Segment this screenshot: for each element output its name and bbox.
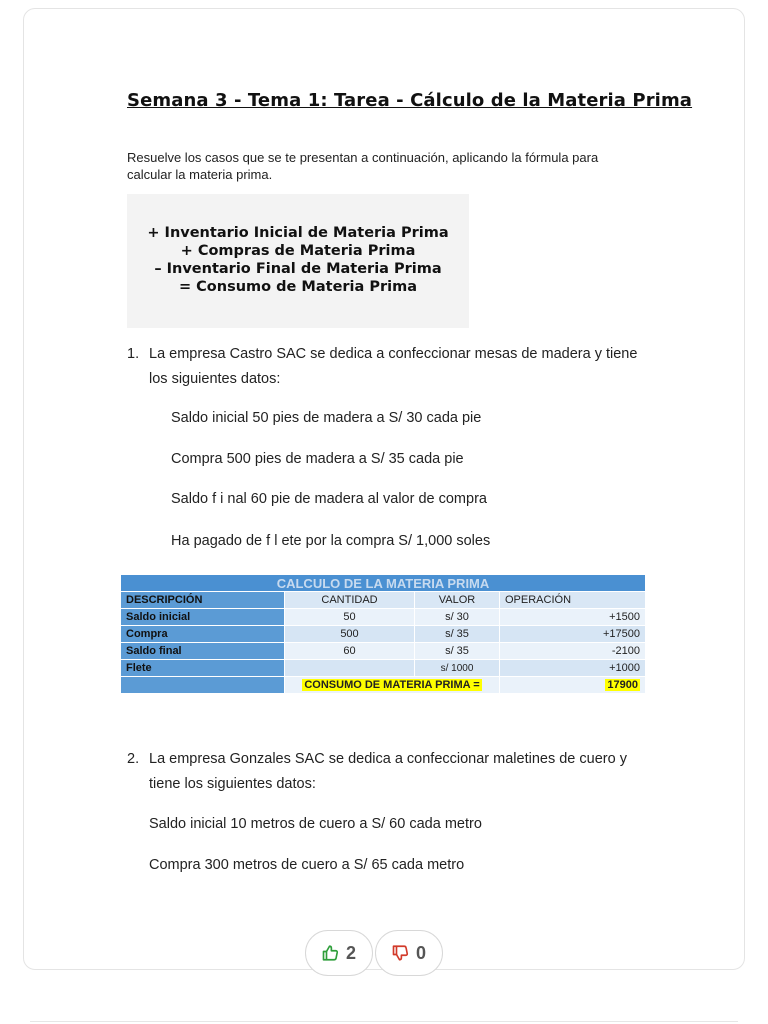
upvote-button[interactable]	[305, 930, 373, 976]
row-value: s/ 35	[415, 643, 500, 660]
table-row	[121, 643, 646, 660]
row-desc: Saldo final	[121, 643, 285, 660]
downvote-button[interactable]	[375, 930, 443, 976]
table-header-row	[121, 592, 646, 609]
case-2-line: Compra 300 metros de cuero a S/ 65 cada metro	[149, 857, 465, 873]
upvote-count: 2	[345, 942, 356, 963]
row-desc: Flete	[121, 660, 285, 677]
table-row	[121, 660, 646, 677]
formula-line: = Consumo de Materia Prima	[178, 279, 418, 295]
case-1-line: Saldo f i nal 60 pie de madera al valor de compra	[171, 491, 487, 507]
case-1-line: Saldo inicial 50 pies de madera a S/ 30 cada pie	[171, 410, 482, 426]
total-value: 17900	[607, 679, 638, 691]
intro-text: Resuelve los casos que se te presentan a continuación, aplicando la fórmula para calcular la materia prima.	[127, 150, 599, 182]
formula-image	[127, 194, 469, 328]
page-title: Semana 3 - Tema 1: Tarea - Cálculo de la Materia Prima	[127, 90, 693, 111]
case-number: 2.	[127, 751, 140, 767]
downvote-count: 0	[415, 942, 426, 963]
header-operacion: OPERACIÓN	[500, 592, 646, 609]
case-2-line: Saldo inicial 10 metros de cuero a S/ 60 cada metro	[149, 816, 482, 832]
case-1-line: Compra 500 pies de madera a S/ 35 cada pie	[171, 451, 464, 467]
materia-prima-table	[120, 574, 646, 694]
thumbs-down-icon	[392, 944, 410, 962]
total-label: CONSUMO DE MATERIA PRIMA =	[304, 679, 480, 691]
table-caption: CALCULO DE LA MATERIA PRIMA	[121, 575, 646, 592]
header-descripcion: DESCRIPCIÓN	[121, 592, 285, 609]
row-value: s/ 1000	[415, 660, 500, 677]
header-valor: VALOR	[415, 592, 500, 609]
row-value: s/ 30	[415, 609, 500, 626]
thumbs-up-icon	[322, 944, 340, 962]
table-row	[121, 626, 646, 643]
header-cantidad: CANTIDAD	[285, 592, 415, 609]
row-qty: 50	[285, 609, 415, 626]
case-text: La empresa Castro SAC se dedica a confeccionar mesas de madera y tiene los siguientes datos:	[149, 346, 638, 387]
formula-line: + Inventario Inicial de Materia Prima	[147, 225, 449, 241]
row-qty	[285, 660, 415, 677]
row-op: +17500	[500, 626, 646, 643]
row-qty: 60	[285, 643, 415, 660]
row-desc: Compra	[121, 626, 285, 643]
case-text: La empresa Gonzales SAC se dedica a confeccionar maletines de cuero y tiene los siguientes datos:	[149, 751, 627, 792]
formula-line: – Inventario Final de Materia Prima	[154, 261, 442, 277]
row-desc: Saldo inicial	[121, 609, 285, 626]
row-op: +1500	[500, 609, 646, 626]
table-total-row	[121, 677, 646, 694]
formula-line: + Compras de Materia Prima	[180, 243, 416, 259]
row-op: +1000	[500, 660, 646, 677]
case-number: 1.	[127, 346, 140, 362]
row-op: -2100	[500, 643, 646, 660]
row-value: s/ 35	[415, 626, 500, 643]
divider	[30, 1021, 738, 1022]
vote-bar	[305, 930, 443, 976]
case-1-line: Ha pagado de f l ete por la compra S/ 1,000 soles	[171, 533, 491, 549]
table-row	[121, 609, 646, 626]
row-qty: 500	[285, 626, 415, 643]
